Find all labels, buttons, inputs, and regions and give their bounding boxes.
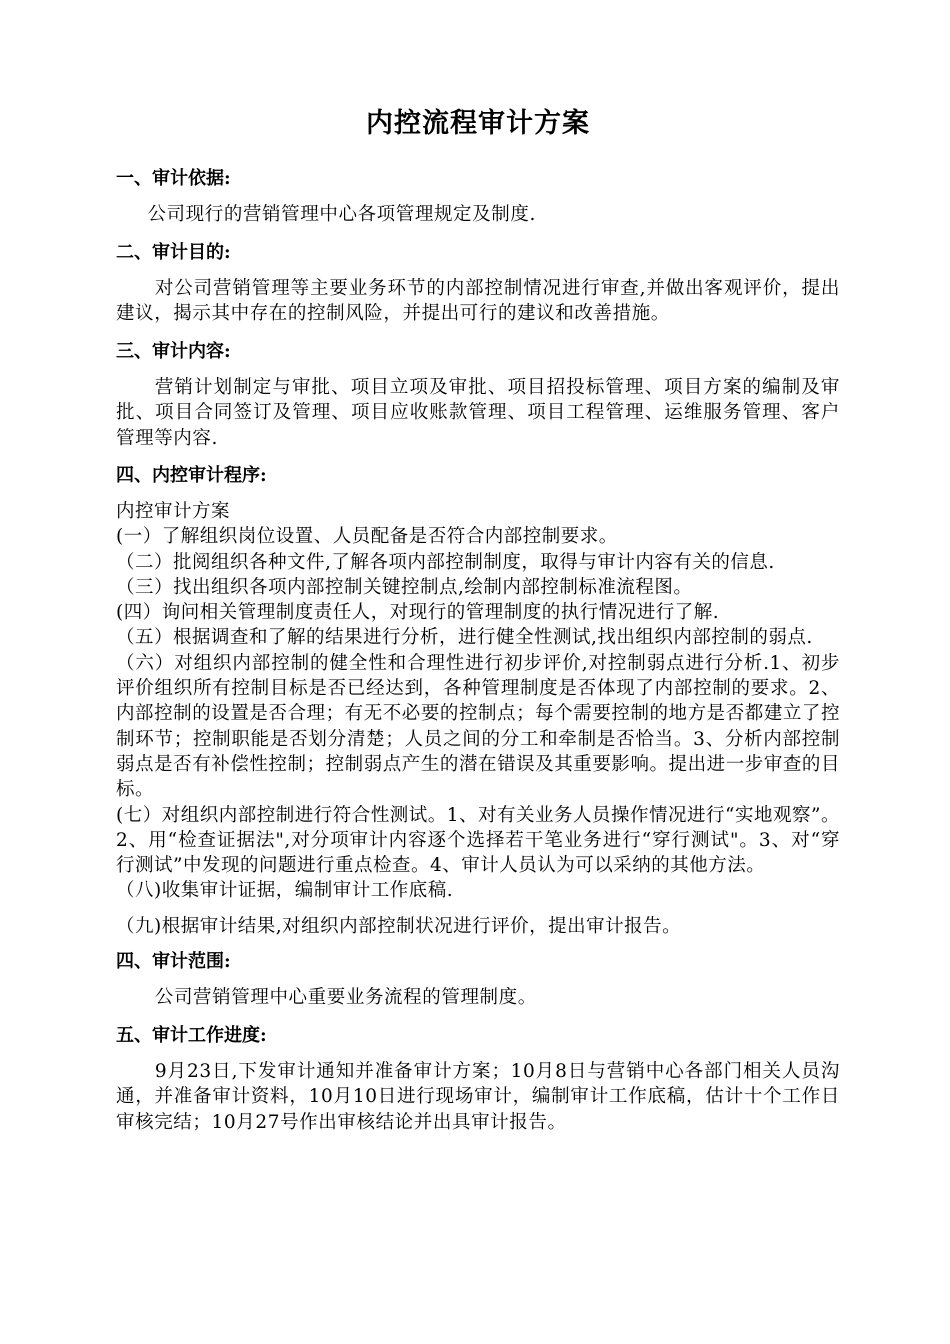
procedure-step-4: (四）询问相关管理制度责任人，对现行的管理制度的执行情况进行了解. — [116, 602, 720, 624]
procedure-intro: 内控审计方案 — [116, 501, 231, 522]
section-heading-purpose: 二、审计目的: — [116, 241, 231, 263]
section-text-scope: 公司营销管理中心重要业务流程的管理制度。 — [154, 987, 537, 1009]
section-heading-basis: 一、审计依据: — [116, 168, 231, 189]
procedure-step-6: （六）对组织内部控制的健全性和合理性进行初步评价,对控制弱点进行分析.1、初步评价组织所有控制目标是否已经达到，各种管理制度是否体现了内部控制的要求。2、内部控制的设置是否合理；有无不必要的控制点；每个需要控制的地方是否都建立了控制环节；控制职能是否划分清楚；人员之间的分工和牵制是否恰当。3、分析内部控制弱点是否有补偿性控制；控制弱点产生的潜在错误及其重要影响。提出进一步审查的目标。 — [116, 652, 840, 801]
procedure-step-7: (七）对组织内部控制进行符合性测试。1、对有关业务人员操作情况进行“实地观察”。2、用“检查证据法",对分项审计内容逐个选择若干笔业务进行“穿行测试"。3、对“穿行测试”中发现的问题进行重点检查。4、审计人员认为可以采纳的其他方法。 — [116, 804, 840, 877]
section-text-purpose: 对公司营销管理等主要业务环节的内部控制情况进行审查,并做出客观评价，提出建议，揭示其中存在的控制风险，并提出可行的建议和改善措施。 — [116, 277, 840, 324]
section-text-schedule: 9月23日,下发审计通知并准备审计方案；10月8日与营销中心各部门相关人员沟通，并准备审计资料，10月10日进行现场审计，编制审计工作底稿，估计十个工作日审核完结；10月27号作出审核结论并出具审计报告。 — [116, 1060, 840, 1133]
document-page — [116, 104, 840, 1147]
procedure-step-9: （九)根据审计结果,对组织内部控制状况进行评价，提出审计报告。 — [116, 915, 682, 937]
procedure-step-5: （五）根据调查和了解的结果进行分析，进行健全性测试,找出组织内部控制的弱点. — [116, 627, 813, 649]
procedure-steps — [116, 499, 840, 939]
section-heading-scope: 四、审计范围: — [116, 951, 231, 973]
section-heading-content: 三、审计内容: — [116, 340, 231, 362]
procedure-step-8: （八)收集审计证据，编制审计工作底稿. — [116, 880, 454, 902]
procedure-step-1: (一）了解组织岗位设置、人员配备是否符合内部控制要求。 — [116, 526, 618, 548]
section-heading-procedure: 四、内控审计程序: — [116, 465, 267, 486]
section-text-basis: 公司现行的营销管理中心各项管理规定及制度. — [147, 204, 536, 225]
procedure-step-2: （二）批阅组织各种文件,了解各项内部控制制度，取得与审计内容有关的信息. — [116, 551, 775, 573]
section-heading-schedule: 五、审计工作进度: — [116, 1024, 267, 1046]
section-text-content: 营销计划制定与审批、项目立项及审批、项目招投标管理、项目方案的编制及审批、项目合同签订及管理、项目应收账款管理、项目工程管理、运维服务管理、客户管理等内容. — [116, 376, 840, 449]
procedure-step-3: （三）找出组织各项内部控制关键控制点,绘制内部控制标准流程图。 — [116, 576, 693, 598]
document-title: 内控流程审计方案 — [366, 108, 590, 139]
